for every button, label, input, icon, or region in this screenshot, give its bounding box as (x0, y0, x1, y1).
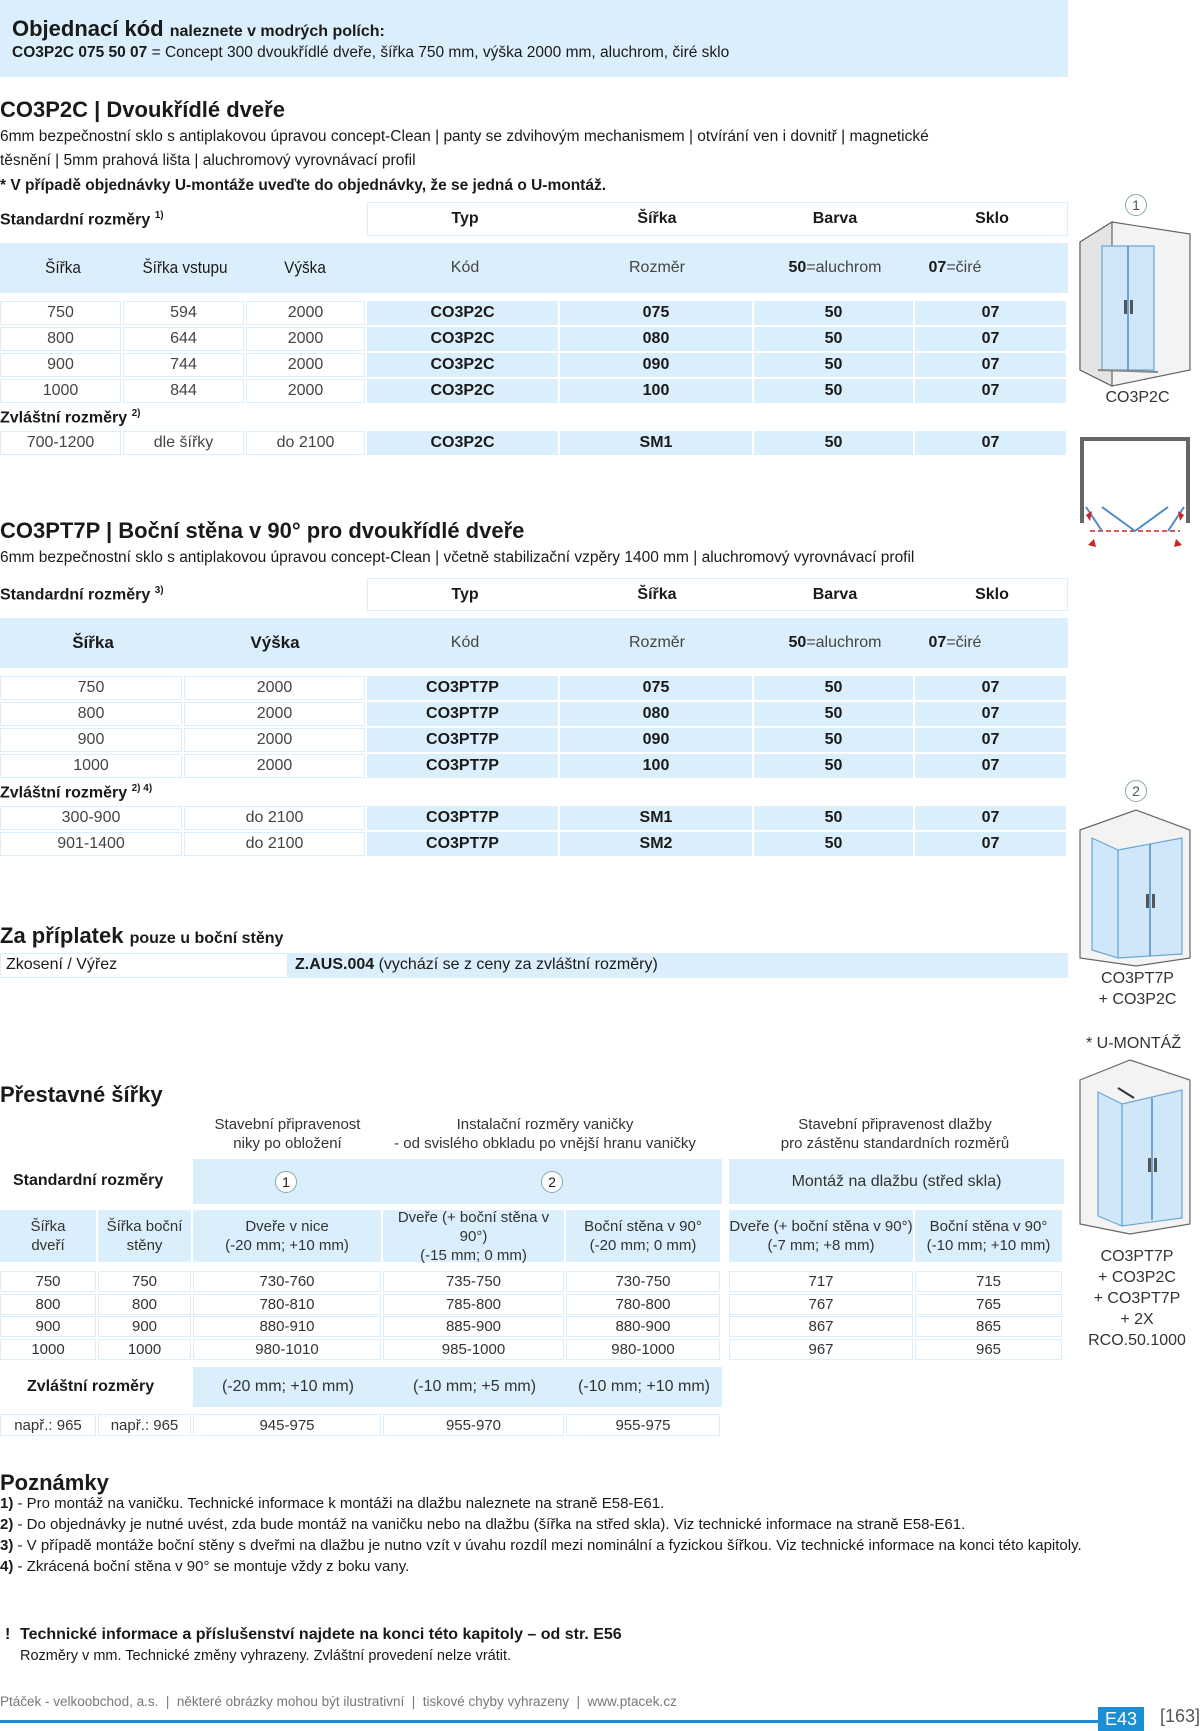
s2-cell: 1000 (0, 754, 182, 778)
s1-cell: 750 (0, 301, 121, 325)
section1-umontaz-note: * V případě objednávky U-montáže uveďte do objednávky, že se jedná o U-montáž. (0, 177, 607, 194)
sub-sirka: Šířka (45, 258, 81, 277)
section2-std-label-text: Standardní rozměry (0, 586, 151, 604)
widths-cell: 767 (729, 1294, 913, 1315)
note-item (0, 1516, 1100, 1536)
s2-cell: 50 (754, 676, 913, 700)
s1-cell: 2000 (246, 301, 365, 325)
s1-cell: 2000 (246, 379, 365, 403)
s2-special-cell: SM2 (560, 832, 752, 856)
s1-cell: 844 (123, 379, 244, 403)
s1-cell: 075 (560, 301, 752, 325)
s2-cell: 080 (560, 702, 752, 726)
widths-col-header (383, 1210, 564, 1262)
side-label-3-line: + CO3P2C (1098, 1269, 1176, 1286)
widths-col-header (193, 1210, 381, 1262)
s2-special-cell: 901-1400 (0, 832, 182, 856)
s1-cell: 07 (915, 301, 1066, 325)
footer-text: Ptáček - velkoobchod, a.s. | některé obrázky mohou být ilustrativní | tiskové chyby vyhrazeny | www.ptacek.cz (0, 1694, 677, 1709)
order-code-title (12, 16, 385, 42)
widths-cell: 885-900 (383, 1316, 564, 1337)
surcharge-code-text: (vychází se z ceny za zvláštní rozměry) (374, 956, 658, 973)
s1-special-cell: do 2100 (246, 431, 365, 455)
widths-cell: 880-900 (566, 1316, 720, 1337)
section2-desc: 6mm bezpečnostní sklo s antiplakovou úpravou concept-Clean | včetně stabilizační vzpěry 1400 mm | aluchromový vyrovnávací profil (0, 549, 915, 566)
s1-cell: 2000 (246, 327, 365, 351)
side-label-2 (1085, 968, 1190, 1010)
widths-cell: 880-910 (193, 1316, 381, 1337)
number-badge-1: 1 (275, 1171, 297, 1193)
widths-special-label: Zvláštní rozměry (27, 1378, 155, 1395)
widths-title: Přestavné šířky (0, 1082, 163, 1107)
s2-cell: 07 (915, 728, 1066, 752)
s1-cell: 1000 (0, 379, 121, 403)
note-item (0, 1495, 1100, 1515)
widths-special-cell: 945-975 (193, 1414, 381, 1436)
order-example-code: CO3P2C 075 50 07 (12, 44, 148, 61)
s1-cell: 080 (560, 327, 752, 351)
s2-special-cell: do 2100 (184, 806, 365, 830)
s2-cell: CO3PT7P (367, 676, 558, 700)
widths-special-cell: 955-975 (566, 1414, 720, 1436)
sub-sirka-vstupu: Šířka vstupu (142, 258, 228, 277)
side-label-2b: + CO3P2C (1098, 991, 1177, 1008)
widths-group1-line2: niky po obložení (233, 1135, 342, 1152)
footnote-ref: 2) 4) (131, 783, 153, 794)
hdr-sirka: Šířka (637, 210, 677, 227)
widths-group3-line1: Stavební připravenost dlažby (798, 1116, 992, 1133)
widths-col-header-line: stěny (126, 1237, 163, 1254)
surcharge-code (295, 956, 658, 974)
sub-kod: Kód (450, 259, 480, 276)
widths-std-band-left (193, 1159, 722, 1204)
s1-cell: CO3P2C (367, 327, 558, 351)
widths-cell: 800 (98, 1294, 191, 1315)
s2-special-cell: 50 (754, 806, 913, 830)
s2-cell: 750 (0, 676, 182, 700)
widths-special-cell: např.: 965 (98, 1414, 191, 1436)
hdr-sklo: Sklo (975, 210, 1009, 227)
widths-group2-line2: - od svislého obkladu po vnější hranu vaničky (394, 1135, 696, 1152)
s2-special-cell: CO3PT7P (367, 806, 558, 830)
widths-group2-line1: Instalační rozměry vaničky (456, 1116, 634, 1133)
widths-cell: 780-800 (566, 1294, 720, 1315)
widths-special-cell: např.: 965 (0, 1414, 96, 1436)
hdr-barva: Barva (812, 210, 858, 227)
widths-std-label: Standardní rozměry (13, 1172, 164, 1189)
hdr-barva: Barva (812, 585, 858, 603)
widths-col-header-line: Boční stěna v 90° (584, 1218, 702, 1235)
widths-col-header (729, 1210, 913, 1262)
s2-cell: 50 (754, 702, 913, 726)
widths-cell: 1000 (98, 1339, 191, 1360)
sub-rozmer: Rozměr (628, 259, 685, 276)
widths-cell: 750 (0, 1271, 96, 1292)
order-title-suffix: naleznete v modrých polích: (169, 23, 385, 40)
footnote-ref: 3) (154, 585, 164, 596)
widths-cell: 980-1000 (566, 1339, 720, 1360)
s1-cell: 07 (915, 353, 1066, 377)
note-text: - Pro montáž na vaničku. Technické informace k montáži na dlažbu naleznete na straně E58-E61. (13, 1495, 665, 1512)
section1-desc-line1: 6mm bezpečnostní sklo s antiplakovou úpravou concept-Clean | panty se zdvihovým mechanismem | otvírání ven i dovnitř | magnetické (0, 128, 929, 145)
widths-col-header-line: Šířka (30, 1218, 66, 1235)
widths-cell: 730-760 (193, 1271, 381, 1292)
s2-special-cell: 300-900 (0, 806, 182, 830)
footer-line (0, 1720, 1098, 1723)
s1-special-cell: CO3P2C (367, 431, 558, 455)
widths-col-header-line: (-7 mm; +8 mm) (767, 1237, 875, 1254)
s2-cell: 07 (915, 754, 1066, 778)
side-umontaz-label: * U-MONTÁŽ (1086, 1035, 1182, 1052)
widths-col-header-line: Boční stěna v 90° (929, 1218, 1048, 1235)
s2-special-cell: 07 (915, 806, 1066, 830)
widths-cell: 1000 (0, 1339, 96, 1360)
surcharge-title-text: Za příplatek (0, 923, 124, 948)
sklo-code: 07 (928, 634, 947, 651)
note-item (0, 1537, 1100, 1557)
note-number: 1) (0, 1495, 14, 1512)
widths-cell: 800 (0, 1294, 96, 1315)
sp-tol-1: (-20 mm; +10 mm) (221, 1378, 354, 1395)
widths-col-header (915, 1210, 1062, 1262)
widths-col-header-line: dveří (31, 1237, 65, 1254)
s2-cell: 800 (0, 702, 182, 726)
s2-cell: 075 (560, 676, 752, 700)
s2-cell: 090 (560, 728, 752, 752)
barva-code: 50 (788, 634, 807, 651)
widths-cell: 967 (729, 1339, 913, 1360)
s1-cell: 50 (754, 301, 913, 325)
widths-cell: 865 (915, 1316, 1062, 1337)
widths-col-header-line: (-20 mm; 0 mm) (589, 1237, 697, 1254)
s1-cell: CO3P2C (367, 379, 558, 403)
side-label-3 (1078, 1246, 1196, 1351)
section1-title: CO3P2C | Dvoukřídlé dveře (0, 97, 285, 122)
s2-special-cell: SM1 (560, 806, 752, 830)
note-text: - Do objednávky je nutné uvést, zda bude montáž na vaničku nebo na dlažbu (šířka na střed skla). Viz technické informace na straně E58-E61. (13, 1516, 966, 1533)
section2-std-label (0, 585, 164, 604)
tech-title: Technické informace a příslušenství najdete na konci této kapitoly – od str. E56 (20, 1626, 622, 1643)
sp-tol-2: (-10 mm; +5 mm) (412, 1378, 537, 1395)
sub-kod: Kód (450, 634, 480, 651)
hdr-sirka: Šířka (637, 585, 677, 603)
s1-cell: 100 (560, 379, 752, 403)
s1-cell: 800 (0, 327, 121, 351)
section1-special-label-text: Zvláštní rozměry (0, 409, 128, 427)
side-label-3-line: CO3PT7P (1100, 1248, 1174, 1265)
widths-group3-line2: pro zástěnu standardních rozměrů (780, 1135, 1010, 1152)
widths-col-header (566, 1210, 720, 1262)
side-label-1: CO3P2C (1105, 389, 1170, 406)
note-text: - Zkrácená boční stěna v 90° se montuje vždy z boku vany. (13, 1558, 410, 1575)
widths-cell: 780-810 (193, 1294, 381, 1315)
sklo-text: =čiré (946, 259, 982, 276)
widths-col-header-line: (-10 mm; +10 mm) (926, 1237, 1051, 1254)
s2-special-cell: 07 (915, 832, 1066, 856)
sub-vyska: Výška (250, 633, 300, 652)
side-badge-2: 2 (1125, 780, 1147, 802)
shower-illustration-1 (1078, 220, 1192, 388)
widths-group2-header (380, 1115, 710, 1153)
widths-cell: 735-750 (383, 1271, 564, 1292)
footer-page-num: [163] (1160, 1706, 1200, 1726)
s2-cell: 2000 (184, 754, 365, 778)
widths-col-header-line: Šířka boční (106, 1218, 183, 1235)
barva-code: 50 (788, 259, 807, 276)
widths-group1-header (190, 1115, 385, 1153)
s2-cell: 50 (754, 728, 913, 752)
widths-cell: 965 (915, 1339, 1062, 1360)
number-badge-2: 2 (541, 1171, 563, 1193)
surcharge-title (0, 923, 283, 949)
widths-group3-header (730, 1115, 1060, 1153)
sp-tol-3: (-10 mm; +10 mm) (577, 1378, 710, 1395)
side-label-3-line: + 2X (1120, 1311, 1154, 1328)
sub-sklo (895, 243, 1015, 293)
note-text: - V případě montáže boční stěny s dveřmi na dlažbu je nutno vzít v úvahu rozdíl mezi nominální a fyzickou šířkou. Viz technické informace na konci této kapitoly. (13, 1537, 1082, 1554)
widths-group1-line1: Stavební připravenost (214, 1116, 361, 1133)
sklo-code: 07 (928, 259, 947, 276)
s2-cell: 07 (915, 702, 1066, 726)
barva-text: =aluchrom (806, 259, 882, 276)
floor-plan-diagram (1078, 435, 1192, 551)
hdr-typ: Typ (451, 210, 479, 227)
footer-page-code: E43 (1098, 1707, 1144, 1731)
s1-special-cell: 50 (754, 431, 913, 455)
s2-cell: 2000 (184, 676, 365, 700)
hdr-sklo: Sklo (975, 585, 1009, 603)
sub-rozmer: Rozměr (628, 634, 685, 651)
s1-cell: 644 (123, 327, 244, 351)
widths-special-cell: 955-970 (383, 1414, 564, 1436)
s2-cell: 2000 (184, 702, 365, 726)
tech-mark: ! (5, 1626, 11, 1643)
widths-col-header-line: Dveře v nice (245, 1218, 329, 1235)
s1-cell: 090 (560, 353, 752, 377)
s1-cell: 900 (0, 353, 121, 377)
s1-cell: 50 (754, 353, 913, 377)
s2-special-cell: CO3PT7P (367, 832, 558, 856)
widths-cell: 750 (98, 1271, 191, 1292)
s2-cell: CO3PT7P (367, 702, 558, 726)
sub-sklo (895, 618, 1015, 668)
widths-col-header-line: Dveře (+ boční stěna v 90°) (397, 1208, 550, 1245)
s1-cell: 50 (754, 327, 913, 351)
widths-cell: 867 (729, 1316, 913, 1337)
s1-special-cell: dle šířky (123, 431, 244, 455)
section1-special-label (0, 408, 141, 427)
widths-cell: 980-1010 (193, 1339, 381, 1360)
widths-col-header (0, 1210, 96, 1262)
surcharge-code-value: Z.AUS.004 (295, 956, 375, 973)
widths-cell: 765 (915, 1294, 1062, 1315)
order-example-desc: = Concept 300 dvoukřídlé dveře, šířka 750 mm, výška 2000 mm, aluchrom, čiré sklo (147, 44, 730, 61)
widths-cell: 717 (729, 1271, 913, 1292)
s2-cell: 50 (754, 754, 913, 778)
s1-cell: 594 (123, 301, 244, 325)
s1-cell: CO3P2C (367, 353, 558, 377)
s1-cell: 07 (915, 379, 1066, 403)
s2-cell: CO3PT7P (367, 728, 558, 752)
surcharge-title-suffix: pouze u boční stěny (129, 930, 284, 947)
s1-cell: 07 (915, 327, 1066, 351)
s1-cell: 744 (123, 353, 244, 377)
s1-cell: CO3P2C (367, 301, 558, 325)
sklo-text: =čiré (946, 634, 982, 651)
s2-cell: 100 (560, 754, 752, 778)
note-item (0, 1558, 1100, 1578)
s1-special-cell: 07 (915, 431, 1066, 455)
order-title-text: Objednací kód (12, 16, 164, 41)
s2-cell: 2000 (184, 728, 365, 752)
sub-sirka: Šířka (72, 633, 114, 652)
widths-cell: 715 (915, 1271, 1062, 1292)
footnote-ref: 2) (131, 408, 141, 419)
widths-cell: 900 (0, 1316, 96, 1337)
widths-cell: 900 (98, 1316, 191, 1337)
tech-sub: Rozměry v mm. Technické změny vyhrazeny. Zvláštní provedení nelze vrátit. (20, 1648, 512, 1664)
section1-desc-line2: těsnění | 5mm prahová lišta | aluchromový vyrovnávací profil (0, 152, 416, 169)
s2-special-cell: do 2100 (184, 832, 365, 856)
sub-vyska: Výška (284, 258, 326, 277)
widths-col-header-line: (-20 mm; +10 mm) (225, 1237, 349, 1254)
section2-special-label (0, 783, 152, 802)
barva-text: =aluchrom (806, 634, 882, 651)
footnote-ref: 1) (154, 210, 164, 221)
s2-cell: CO3PT7P (367, 754, 558, 778)
section1-std-label-text: Standardní rozměry (0, 211, 151, 229)
s1-cell: 50 (754, 379, 913, 403)
surcharge-label: Zkosení / Výřez (6, 956, 118, 973)
shower-illustration-2 (1078, 808, 1192, 968)
s1-cell: 2000 (246, 353, 365, 377)
side-badge-1: 1 (1125, 194, 1147, 216)
widths-col-header-line: Dveře (+ boční stěna v 90°) (729, 1218, 913, 1235)
side-label-2a: CO3PT7P (1101, 970, 1174, 987)
hdr-typ: Typ (451, 585, 479, 603)
side-label-3-line: RCO.50.1000 (1088, 1332, 1186, 1349)
shower-illustration-3 (1078, 1058, 1192, 1238)
s2-cell: 900 (0, 728, 182, 752)
widths-cell: 730-750 (566, 1271, 720, 1292)
notes-title: Poznámky (0, 1470, 109, 1495)
note-number: 2) (0, 1516, 14, 1533)
section2-title: CO3PT7P | Boční stěna v 90° pro dvoukřídlé dveře (0, 518, 525, 543)
note-number: 4) (0, 1558, 14, 1575)
s1-special-cell: 700-1200 (0, 431, 121, 455)
montaz-label: Montáž na dlažbu (střed skla) (791, 1172, 1002, 1190)
order-code-example (12, 44, 729, 62)
section1-std-label (0, 210, 164, 229)
note-number: 3) (0, 1537, 14, 1554)
s1-special-cell: SM1 (560, 431, 752, 455)
widths-cell: 785-800 (383, 1294, 564, 1315)
s2-cell: 07 (915, 676, 1066, 700)
side-label-3-line: + CO3PT7P (1093, 1290, 1181, 1307)
widths-col-header-line: (-15 mm; 0 mm) (420, 1246, 527, 1264)
s2-special-cell: 50 (754, 832, 913, 856)
section2-special-label-text: Zvláštní rozměry (0, 784, 128, 802)
widths-col-header (98, 1210, 191, 1262)
widths-cell: 985-1000 (383, 1339, 564, 1360)
